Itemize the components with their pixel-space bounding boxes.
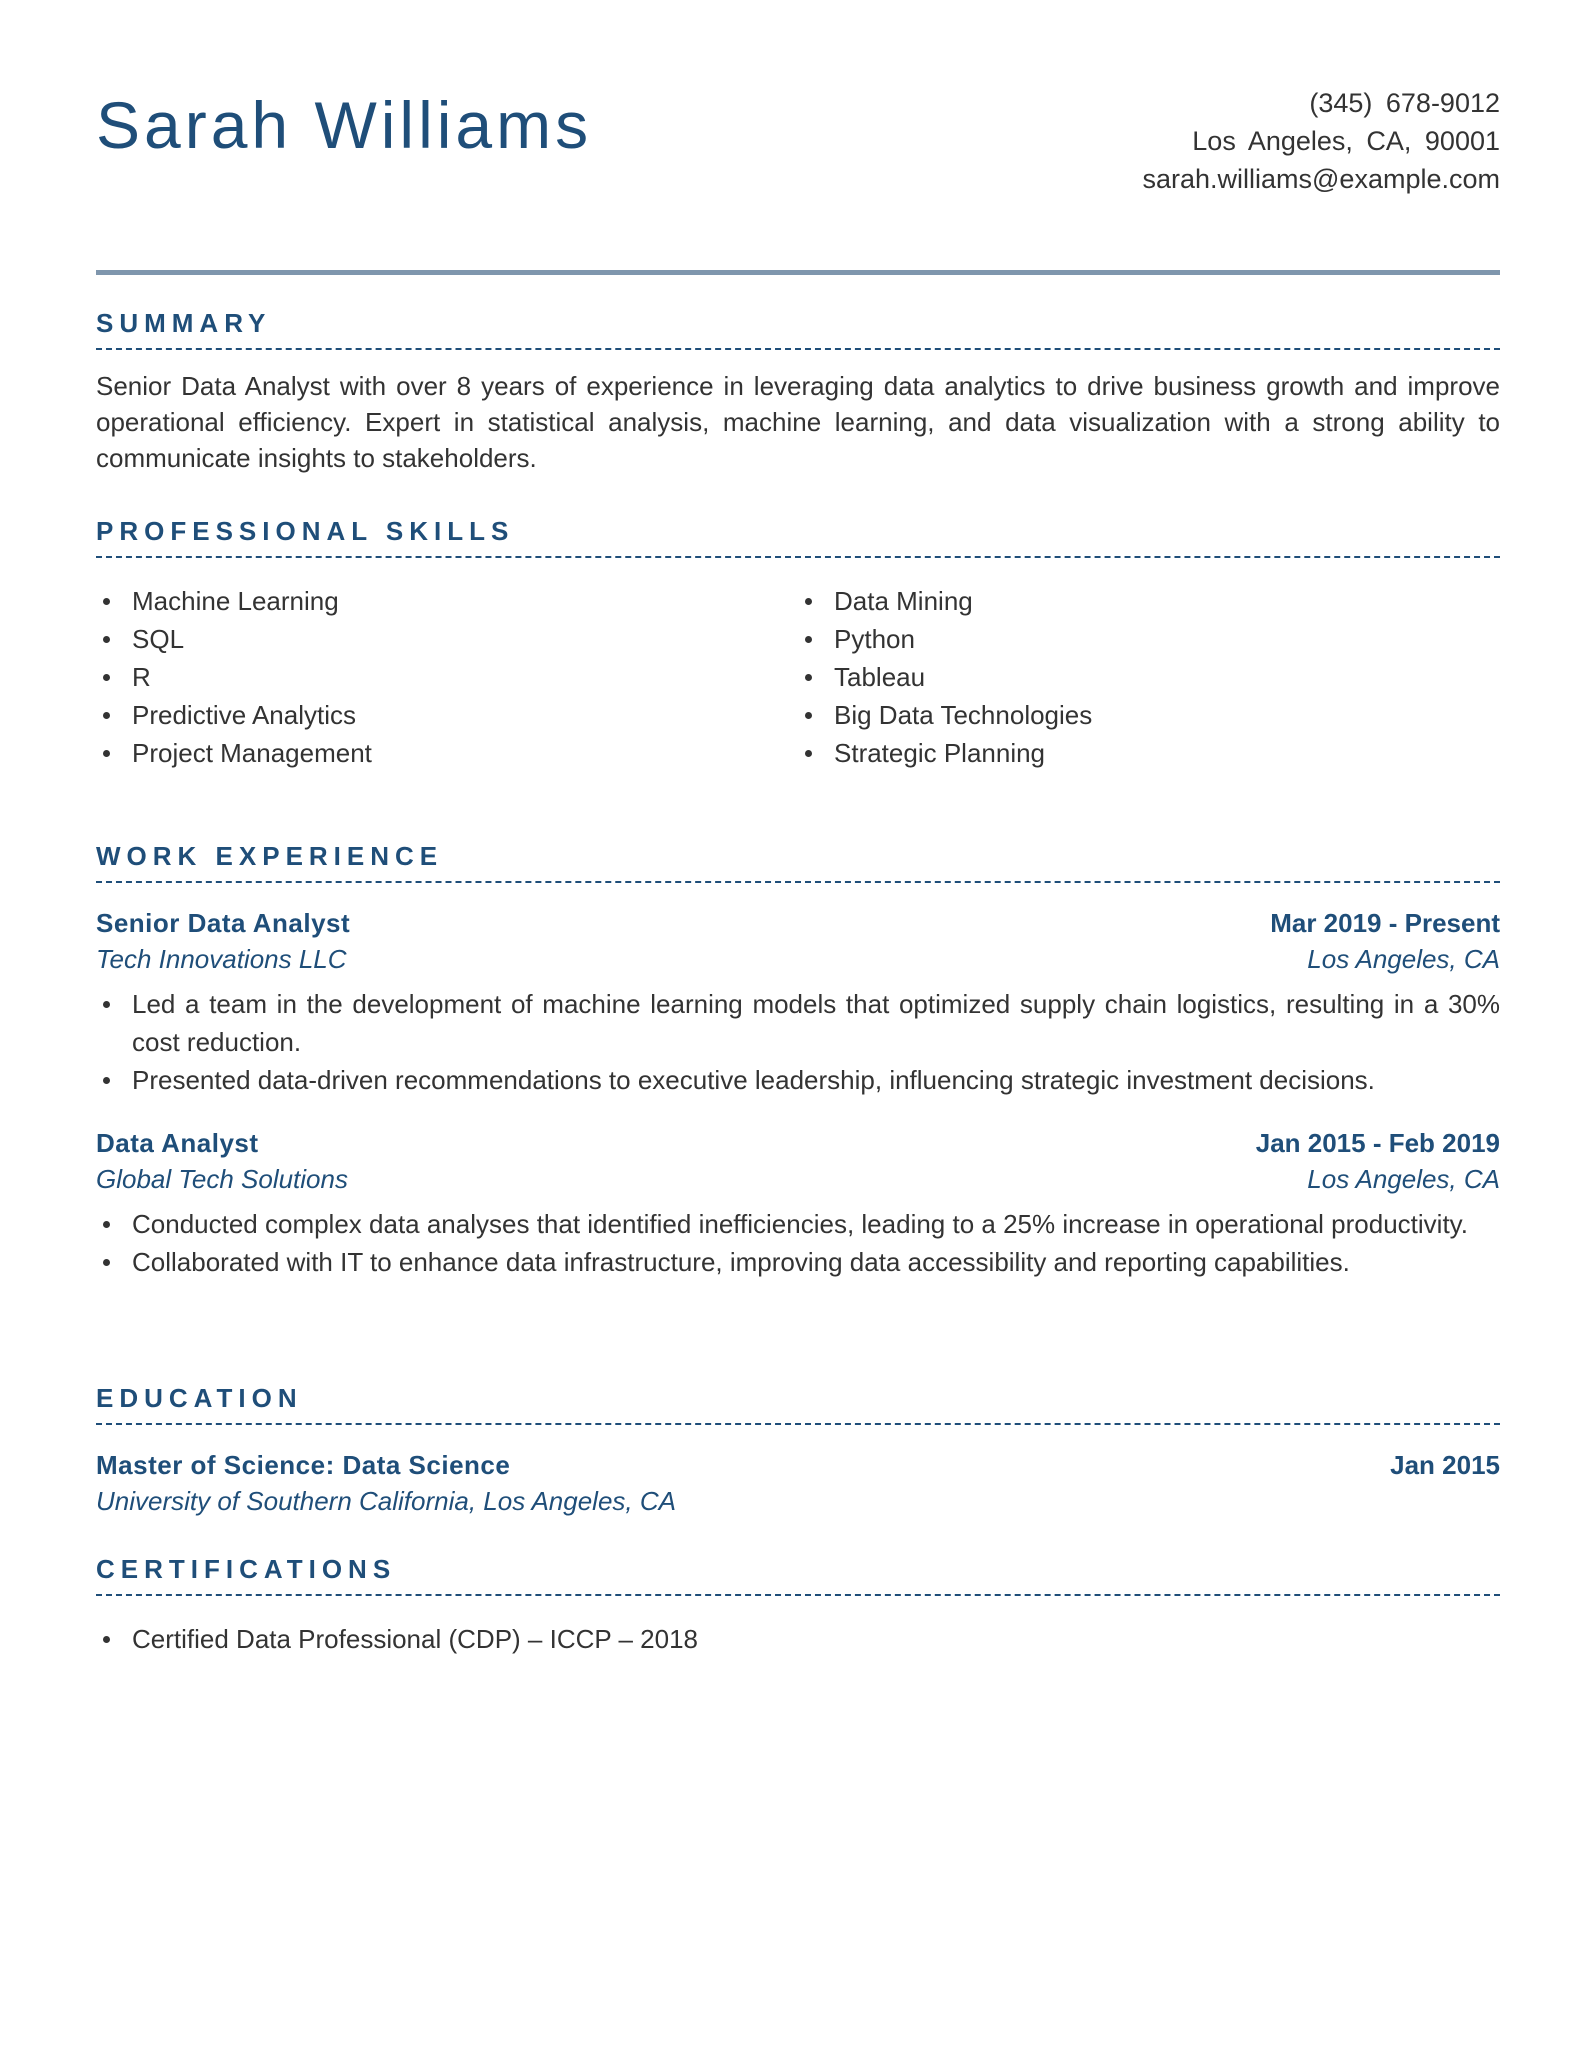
job-bullet: Conducted complex data analyses that identified inefficiencies, leading to a 25% increase in operational productivity. <box>96 1205 1500 1243</box>
skill-item: Tableau <box>798 658 1500 696</box>
contact-location: Los Angeles, CA, 90001 <box>1192 126 1500 156</box>
resume-page <box>96 0 1500 1654</box>
skill-item: Python <box>798 620 1500 658</box>
certification-item: Certified Data Professional (CDP) – ICCP – 2018 <box>96 1620 1500 1658</box>
skill-item: SQL <box>96 620 798 658</box>
skills-section <box>96 518 1500 772</box>
certifications-section <box>96 1556 1500 1658</box>
job-dates: Jan 2015 - Feb 2019 <box>1255 1128 1500 1158</box>
education-date: Jan 2015 <box>1390 1450 1500 1480</box>
education-entry <box>96 1447 1500 1519</box>
header-divider <box>96 270 1500 275</box>
job-role: Data Analyst <box>96 1128 259 1158</box>
job-company: Global Tech Solutions <box>96 1164 348 1194</box>
skill-item: Project Management <box>96 734 798 772</box>
job-bullet: Collaborated with IT to enhance data infrastructure, improving data accessibility and reporting capabilities. <box>96 1243 1500 1281</box>
skill-item: R <box>96 658 798 696</box>
experience-section <box>96 843 1500 1281</box>
section-title-summary: SUMMARY <box>96 310 1500 350</box>
summary-text: Senior Data Analyst with over 8 years of experience in leveraging data analytics to drive business growth and improve operational efficiency. Expert in statistical analysis, machine learning, and data visualization with a strong ability to communicate insights to stakeholders. <box>96 371 1500 473</box>
section-title-certifications: CERTIFICATIONS <box>96 1556 1500 1596</box>
job-company: Tech Innovations LLC <box>96 944 347 974</box>
contact-info <box>1142 84 1500 198</box>
job-header-row <box>96 905 1500 941</box>
job-bullets <box>96 985 1500 1099</box>
job-bullet: Presented data-driven recommendations to executive leadership, influencing strategic investment decisions. <box>96 1061 1500 1099</box>
certifications-list <box>96 1620 1500 1658</box>
contact-phone: (345) 678-9012 <box>1309 88 1500 118</box>
skills-list-right <box>798 582 1500 772</box>
candidate-name: Sarah Williams <box>96 88 593 162</box>
job-location: Los Angeles, CA <box>1307 1164 1500 1194</box>
job-header-row <box>96 1125 1500 1161</box>
skill-item: Data Mining <box>798 582 1500 620</box>
job-bullet: Led a team in the development of machine learning models that optimized supply chain logistics, resulting in a 30% cost reduction. <box>96 985 1500 1061</box>
job-location: Los Angeles, CA <box>1307 944 1500 974</box>
job-company-row <box>96 941 1500 977</box>
education-section <box>96 1385 1500 1519</box>
skill-item: Big Data Technologies <box>798 696 1500 734</box>
section-title-education: EDUCATION <box>96 1385 1500 1425</box>
job-dates: Mar 2019 - Present <box>1270 908 1500 938</box>
education-school: University of Southern California, Los Angeles, CA <box>96 1486 676 1516</box>
contact-email: sarah.williams@example.com <box>1142 164 1500 194</box>
education-header-row <box>96 1447 1500 1483</box>
job-bullets <box>96 1205 1500 1281</box>
skill-item: Predictive Analytics <box>96 696 798 734</box>
section-title-skills: PROFESSIONAL SKILLS <box>96 518 1500 558</box>
job-entry <box>96 905 1500 1099</box>
education-degree: Master of Science: Data Science <box>96 1450 511 1480</box>
skills-columns <box>96 582 1500 772</box>
job-entry <box>96 1125 1500 1281</box>
skill-item: Machine Learning <box>96 582 798 620</box>
section-title-experience: WORK EXPERIENCE <box>96 843 1500 883</box>
skill-item: Strategic Planning <box>798 734 1500 772</box>
job-role: Senior Data Analyst <box>96 908 351 938</box>
summary-section <box>96 310 1500 476</box>
resume-header <box>96 0 1500 272</box>
job-company-row <box>96 1161 1500 1197</box>
skills-list-left <box>96 582 798 772</box>
